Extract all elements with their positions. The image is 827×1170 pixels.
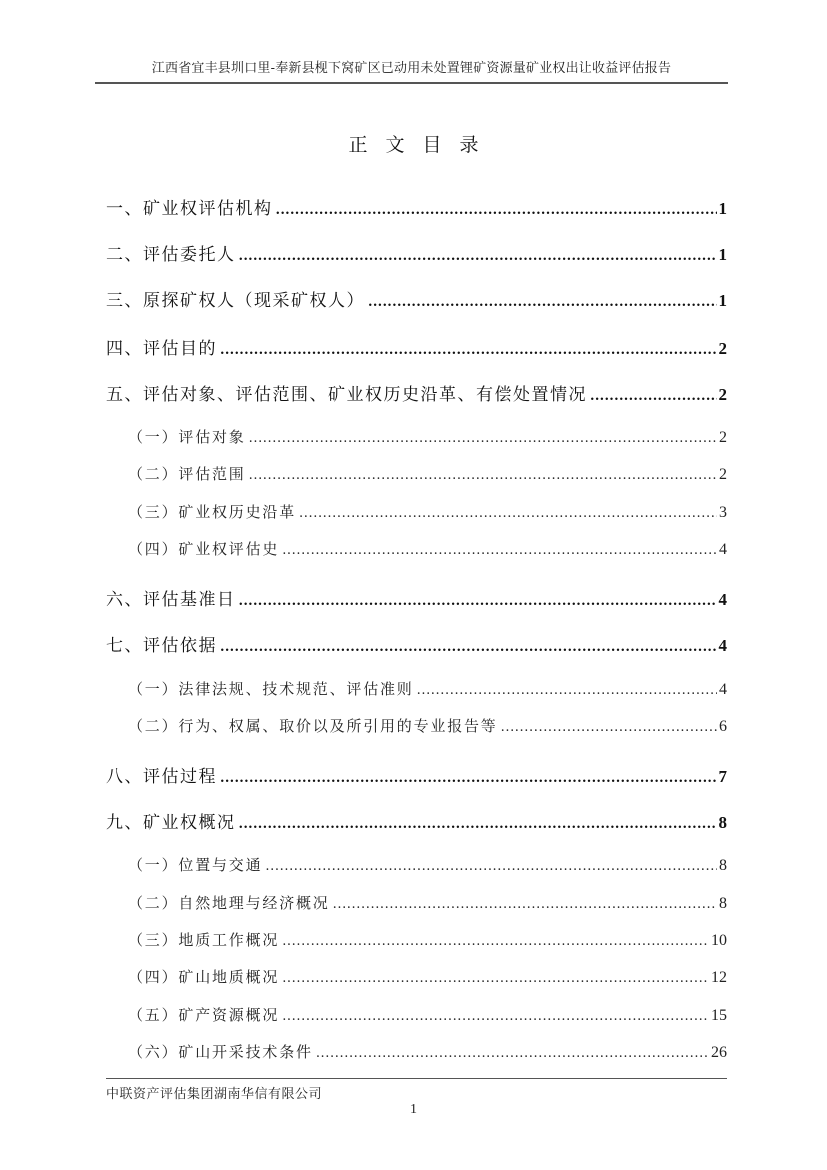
dot-leader bbox=[282, 968, 709, 986]
toc-subsection-entry[interactable] bbox=[128, 538, 727, 564]
toc-entry-label: （一）评估对象 bbox=[128, 428, 246, 446]
toc-entry-label: 四、评估目的 bbox=[106, 339, 217, 359]
toc-entry-page-number: 7 bbox=[718, 767, 727, 786]
toc-title: 正文目录 bbox=[348, 134, 497, 156]
toc-subsection-entry[interactable] bbox=[128, 929, 727, 955]
toc-entry-label: 二、评估委托人 bbox=[106, 245, 236, 265]
toc-section-entry[interactable] bbox=[106, 334, 727, 360]
toc-entry-page-number: 26 bbox=[711, 1044, 727, 1061]
toc-entry-label: 一、矿业权评估机构 bbox=[106, 199, 273, 219]
dot-leader bbox=[220, 636, 717, 656]
toc-entry-label: （一）法律法规、技术规范、评估准则 bbox=[128, 680, 414, 698]
dot-leader bbox=[282, 931, 709, 949]
toc-entry-page-number: 3 bbox=[719, 504, 727, 521]
toc-entry-label: 五、评估对象、评估范围、矿业权历史沿革、有偿处置情况 bbox=[106, 385, 587, 405]
toc-entry-page-number: 2 bbox=[719, 466, 727, 483]
toc-subsection-entry[interactable] bbox=[128, 1004, 727, 1030]
dot-leader bbox=[249, 428, 717, 446]
toc-subsection-entry[interactable] bbox=[128, 966, 727, 992]
toc-section-entry[interactable] bbox=[106, 631, 727, 657]
toc-entry-page-number: 1 bbox=[718, 245, 727, 264]
toc-entry-label: （六）矿山开采技术条件 bbox=[128, 1043, 313, 1061]
report-header-title: 江西省宜丰县圳口里-奉新县枧下窝矿区已动用未处置锂矿资源量矿业权出让收益评估报告 bbox=[151, 61, 672, 76]
dot-leader bbox=[299, 503, 717, 521]
toc-entry-label: （四）矿山地质概况 bbox=[128, 968, 280, 986]
dot-leader bbox=[239, 590, 717, 610]
dot-leader bbox=[265, 856, 717, 874]
toc-entry-page-number: 4 bbox=[719, 681, 727, 698]
toc-entry-label: 七、评估依据 bbox=[106, 636, 217, 656]
dot-leader bbox=[282, 1006, 709, 1024]
toc-section-entry[interactable] bbox=[106, 240, 727, 266]
toc-entry-label: （一）位置与交通 bbox=[128, 856, 263, 874]
toc-entry-page-number: 15 bbox=[711, 1007, 727, 1024]
header-divider bbox=[95, 82, 728, 84]
toc-section-entry[interactable] bbox=[106, 585, 727, 611]
footer-divider bbox=[106, 1078, 727, 1079]
toc-entry-label: （五）矿产资源概况 bbox=[128, 1006, 280, 1024]
toc-subsection-entry[interactable] bbox=[128, 1041, 727, 1067]
toc-subsection-entry[interactable] bbox=[128, 715, 727, 741]
toc-entry-label: （二）自然地理与经济概况 bbox=[128, 894, 330, 912]
toc-section-entry[interactable] bbox=[106, 380, 727, 406]
dot-leader bbox=[501, 717, 717, 735]
toc-entry-label: （三）矿业权历史沿革 bbox=[128, 503, 297, 521]
toc-entry-label: （二）行为、权属、取价以及所引用的专业报告等 bbox=[128, 717, 498, 735]
toc-entry-page-number: 8 bbox=[719, 857, 727, 874]
toc-entry-label: 九、矿业权概况 bbox=[106, 813, 236, 833]
dot-leader bbox=[239, 813, 717, 833]
toc-section-entry[interactable] bbox=[106, 808, 727, 834]
dot-leader bbox=[417, 680, 717, 698]
toc-subsection-entry[interactable] bbox=[128, 892, 727, 918]
toc-entry-page-number: 4 bbox=[718, 636, 727, 655]
toc-entry-page-number: 10 bbox=[711, 932, 727, 949]
toc-entry-page-number: 1 bbox=[718, 199, 727, 218]
toc-entry-page-number: 4 bbox=[718, 590, 727, 609]
toc-entry-page-number: 2 bbox=[719, 429, 727, 446]
toc-subsection-entry[interactable] bbox=[128, 854, 727, 880]
dot-leader bbox=[368, 291, 717, 311]
toc-entry-label: 六、评估基准日 bbox=[106, 590, 236, 610]
toc-entry-page-number: 2 bbox=[718, 385, 727, 404]
page-number: 1 bbox=[410, 1102, 417, 1117]
dot-leader bbox=[239, 245, 717, 265]
dot-leader bbox=[590, 385, 717, 405]
toc-entry-label: （二）评估范围 bbox=[128, 465, 246, 483]
dot-leader bbox=[276, 199, 717, 219]
toc-entry-label: （三）地质工作概况 bbox=[128, 931, 280, 949]
dot-leader bbox=[333, 894, 717, 912]
dot-leader bbox=[282, 540, 717, 558]
toc-entry-page-number: 4 bbox=[719, 541, 727, 558]
toc-entry-page-number: 1 bbox=[718, 291, 727, 310]
toc-section-entry[interactable] bbox=[106, 286, 727, 312]
toc-entry-label: 八、评估过程 bbox=[106, 767, 217, 787]
toc-subsection-entry[interactable] bbox=[128, 463, 727, 489]
dot-leader bbox=[316, 1043, 709, 1061]
toc-section-entry[interactable] bbox=[106, 762, 727, 788]
toc-subsection-entry[interactable] bbox=[128, 426, 727, 452]
toc-entry-page-number: 8 bbox=[718, 813, 727, 832]
dot-leader bbox=[249, 465, 717, 483]
toc-entry-label: 三、原探矿权人（现采矿权人） bbox=[106, 291, 365, 311]
footer-company-name: 中联资产评估集团湖南华信有限公司 bbox=[106, 1087, 323, 1102]
toc-entry-page-number: 6 bbox=[719, 718, 727, 735]
toc-subsection-entry[interactable] bbox=[128, 501, 727, 527]
toc-entry-page-number: 8 bbox=[719, 895, 727, 912]
toc-entry-page-number: 12 bbox=[711, 969, 727, 986]
toc-entry-page-number: 2 bbox=[718, 339, 727, 358]
dot-leader bbox=[220, 767, 717, 787]
dot-leader bbox=[220, 339, 717, 359]
toc-section-entry[interactable] bbox=[106, 194, 727, 220]
toc-subsection-entry[interactable] bbox=[128, 678, 727, 704]
toc-entry-label: （四）矿业权评估史 bbox=[128, 540, 280, 558]
